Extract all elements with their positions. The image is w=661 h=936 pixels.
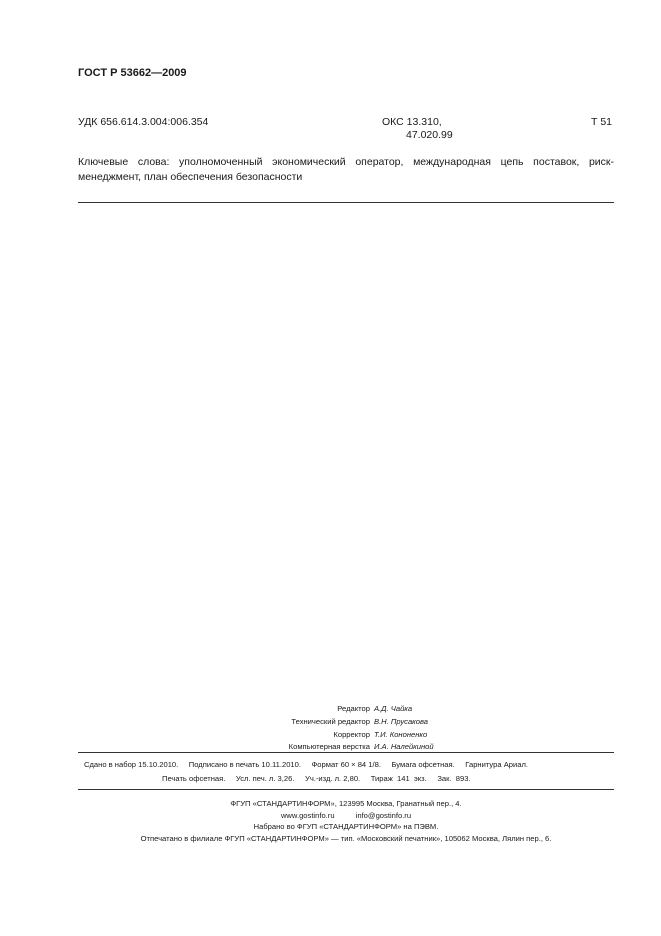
oks-code (382, 116, 453, 142)
oks-line-1: ОКС 13.310, (382, 116, 442, 128)
standard-number: ГОСТ Р 53662—2009 (78, 67, 187, 79)
keywords-paragraph: Ключевые слова: уполномоченный экономический оператор, международная цепь поставок, риск-менеджмент, план обеспечения безопасности (78, 156, 614, 183)
credit-label: Компьютерная верстка (288, 742, 370, 752)
publishing-line-2: Печать офсетная. Усл. печ. л. 3,26. Уч.-изд. л. 2,80. Тираж 141 экз. Зак. 893. (162, 774, 471, 783)
footer-line: ФГУП «СТАНДАРТИНФОРМ», 123995 Москва, Гранатный пер., 4. (230, 799, 462, 808)
credit-name: Т.И. Кононенко (374, 729, 428, 739)
credits-block (200, 703, 490, 754)
credit-name: И.А. Налейкиной (374, 742, 434, 752)
divider (78, 789, 614, 790)
credit-name: В.Н. Прусакова (374, 716, 428, 726)
credit-name: А.Д. Чайка (374, 704, 413, 713)
credit-row (200, 703, 490, 716)
classification-code: Т 51 (591, 116, 613, 128)
credit-label: Корректор (333, 729, 370, 739)
credit-label: Редактор (337, 704, 370, 713)
credit-row (200, 716, 490, 729)
footer-line: Отпечатано в филиале ФГУП «СТАНДАРТИНФОРМ» — тип. «Московский печатник», 105062 Москва, Лялин пер., 6. (140, 833, 552, 843)
credit-label: Технический редактор (291, 716, 370, 726)
footer-line: Набрано во ФГУП «СТАНДАРТИНФОРМ» на ПЭВМ. (253, 822, 439, 832)
udk-code: УДК 656.614.3.004:006.354 (78, 116, 209, 128)
footer-web-line: www.gostinfo.ru info@gostinfo.ru (280, 810, 412, 820)
publishing-line-1: Сдано в набор 15.10.2010. Подписано в печать 10.11.2010. Формат 60 × 84 1/8. Бумага офсетная. Гарнитура Ариал. (84, 760, 528, 769)
oks-line-2: 47.020.99 (406, 129, 453, 141)
divider (78, 202, 614, 203)
divider (78, 752, 614, 753)
credit-row (200, 729, 490, 742)
publisher-footer (78, 798, 614, 844)
